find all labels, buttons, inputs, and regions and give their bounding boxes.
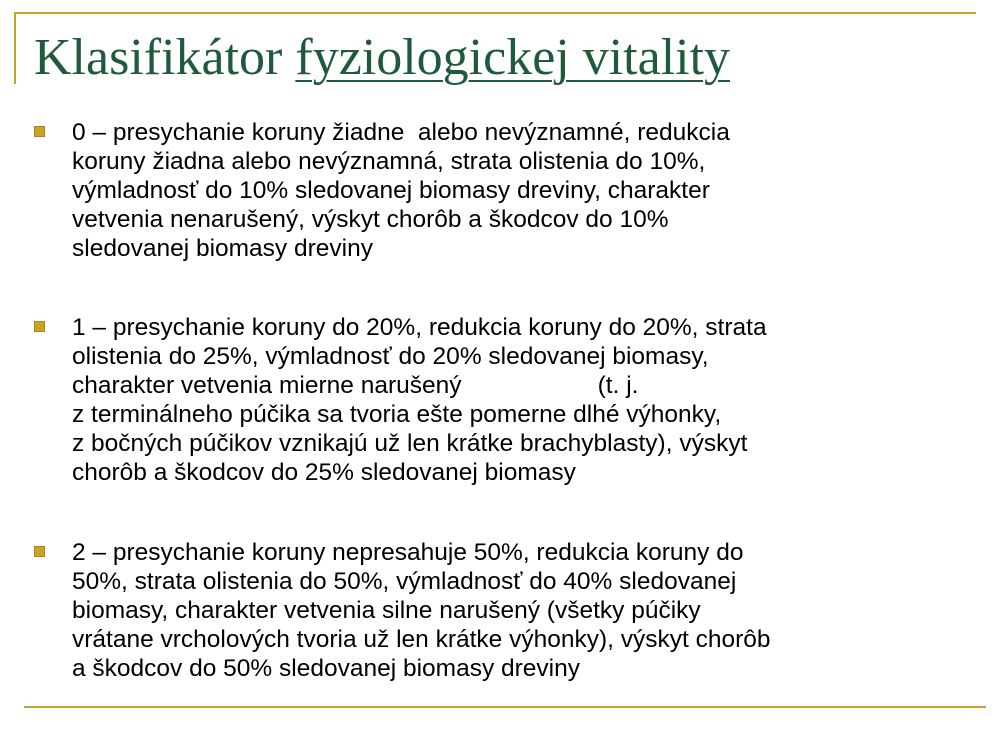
left-accent-line [14,12,16,84]
slide-title-part-1: Klasifikátor [34,29,296,86]
bullet-text [72,118,969,263]
text-line: biomasy, charakter vetvenia silne narušený (všetky púčiky [72,597,701,624]
square-bullet-icon [34,321,45,332]
text-line: vetvenia nenarušený, výskyt chorôb a škodcov do 10% [72,206,669,233]
top-divider [14,12,976,14]
text-line: sledovanej biomasy dreviny [72,235,373,262]
text-line: koruny žiadna alebo nevýznamná, strata olistenia do 10%, [72,148,706,175]
bullet-item-1 [34,313,969,487]
text-line: charakter vetvenia mierne narušený (t. j. [72,372,639,399]
text-line: 0 – presychanie koruny žiadne alebo nevýznamné, redukcia [72,119,730,146]
text-line: z bočných púčikov vznikajú už len krátke brachyblasty), výskyt [72,430,748,457]
text-line: z terminálneho púčika sa tvoria ešte pomerne dlhé výhonky, [72,401,722,428]
text-line: a škodcov do 50% sledovanej biomasy dreviny [72,655,580,682]
text-line: vrátane vrcholových tvoria už len krátke výhonky), výskyt chorôb [72,626,771,653]
slide-title-part-2: fyziologickej vitality [295,29,731,86]
bullet-item-2 [34,538,969,683]
text-line: chorôb a škodcov do 25% sledovanej biomasy [72,459,576,486]
text-line: olistenia do 25%, výmladnosť do 20% sledovanej biomasy, [72,343,709,370]
square-bullet-icon [34,546,45,557]
bullet-item-0 [34,118,969,263]
slide-title [34,22,730,94]
text-line: výmladnosť do 10% sledovanej biomasy dreviny, charakter [72,177,710,204]
square-bullet-icon [34,126,45,137]
text-line: 50%, strata olistenia do 50%, výmladnosť do 40% sledovanej [72,568,737,595]
bullet-text [72,313,969,487]
text-line: 2 – presychanie koruny nepresahuje 50%, redukcia koruny do [72,539,744,566]
text-line: 1 – presychanie koruny do 20%, redukcia koruny do 20%, strata [72,314,767,341]
bottom-divider [24,706,986,708]
bullet-text [72,538,969,683]
